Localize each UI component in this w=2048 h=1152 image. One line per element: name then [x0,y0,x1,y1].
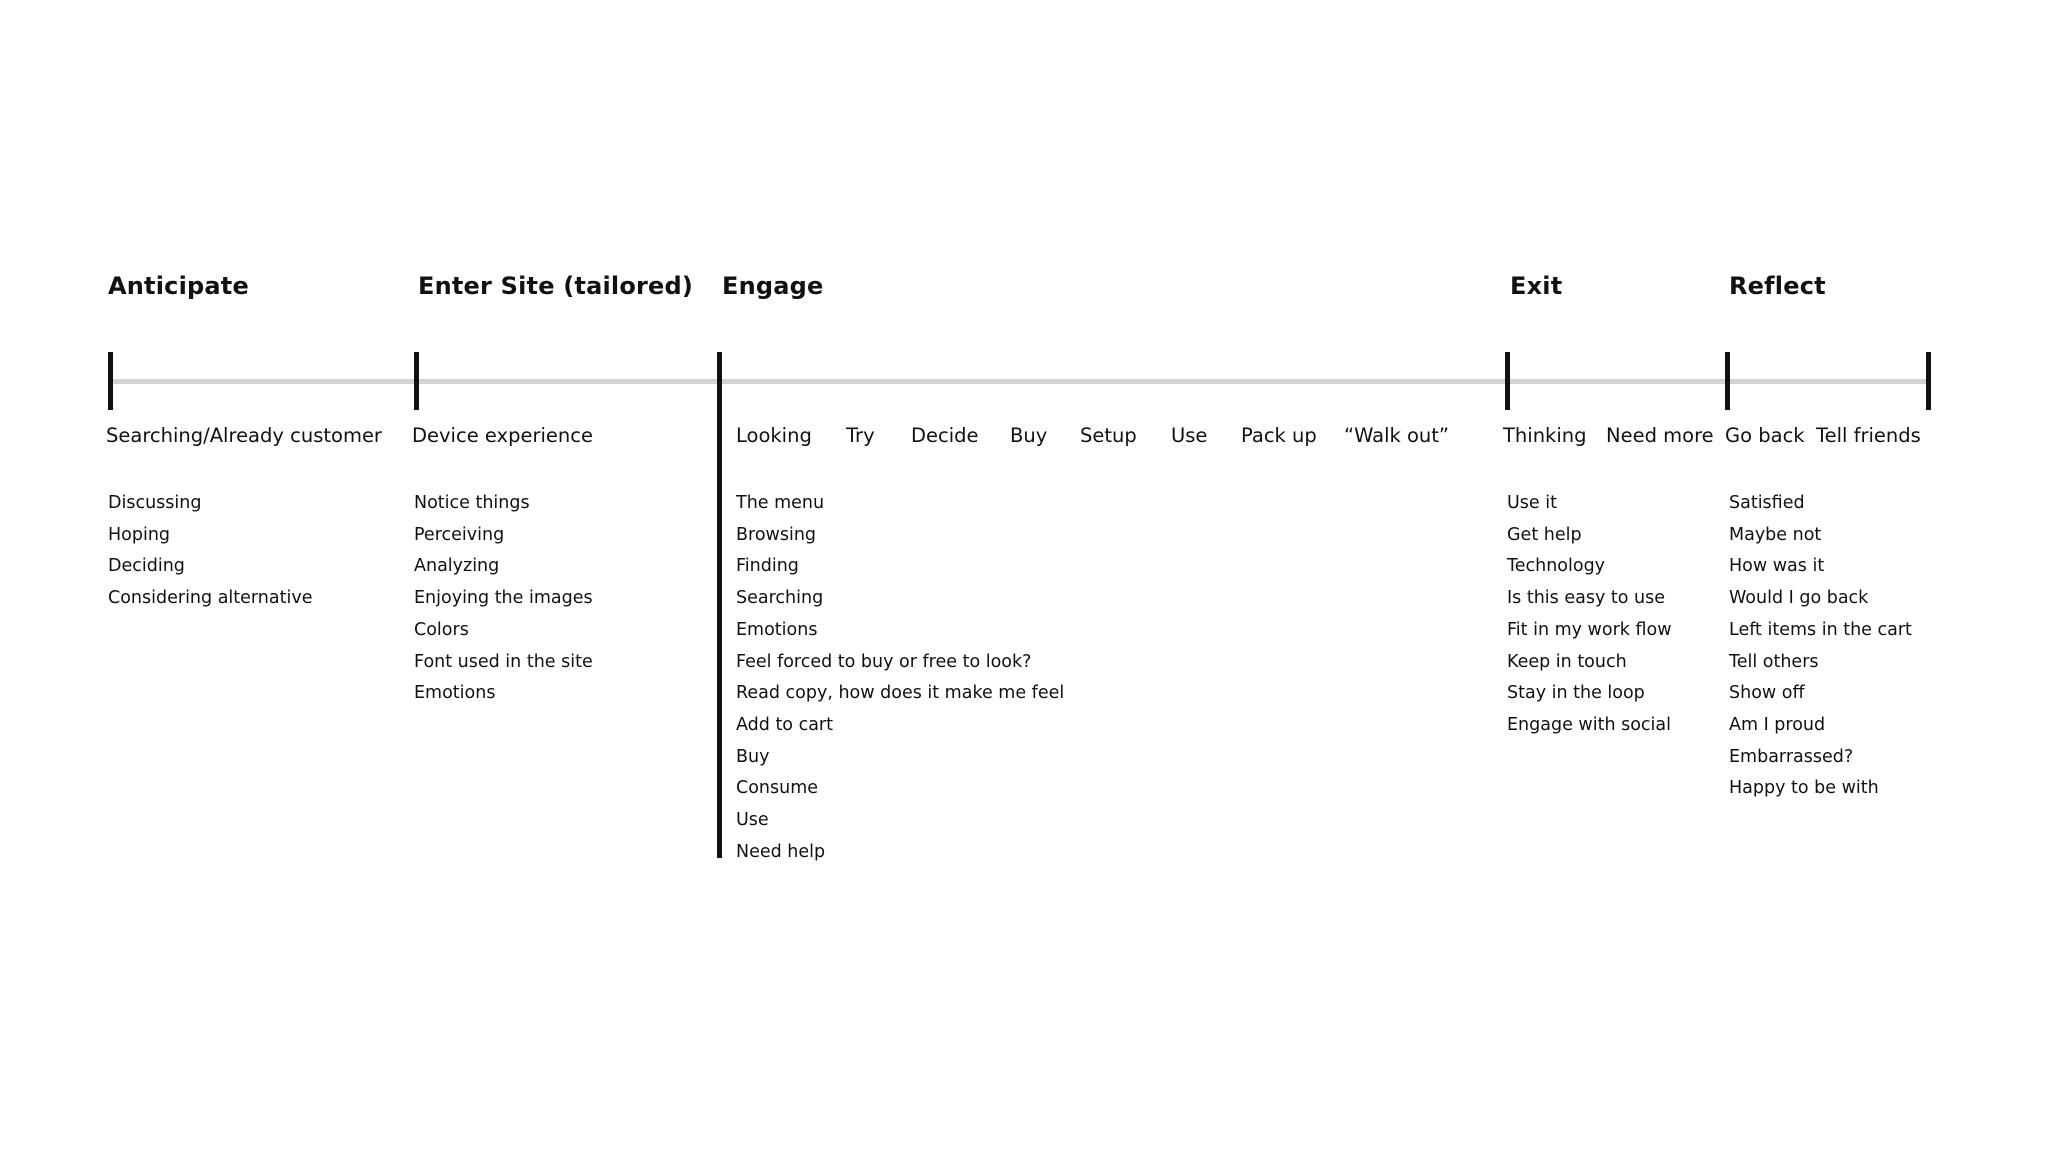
timeline-tick-anticipate [108,352,113,410]
timeline-tick-end [1926,352,1931,410]
list-item: Technology [1507,556,1606,577]
timeline-tick-reflect [1725,352,1730,410]
item-list-engage [736,488,1064,868]
list-item: Need help [736,841,826,862]
step-label: Try [846,424,875,447]
list-item: Buy [736,746,770,767]
list-item: Emotions [736,619,818,640]
item-list-enter-site [414,488,593,710]
step-label: Setup [1080,424,1137,447]
list-item: Am I proud [1729,714,1826,735]
step-label: Looking [736,424,812,447]
step-label: Use [1171,424,1208,447]
step-label: Thinking [1503,424,1587,447]
list-item: Keep in touch [1507,651,1627,672]
item-list-anticipate [108,488,312,615]
list-item: Show off [1729,683,1805,704]
list-item: Engage with social [1507,714,1672,735]
list-item: The menu [736,493,825,513]
list-item: Would I go back [1729,588,1869,609]
list-item: Embarrassed? [1729,746,1854,767]
step-label: Tell friends [1816,424,1921,447]
list-item: Fit in my work flow [1507,619,1672,640]
phase-title-exit: Exit [1510,272,1563,300]
list-item: Colors [414,619,469,640]
list-item: Left items in the cart [1729,619,1912,640]
timeline-divider-engage [717,352,722,858]
phase-title-anticipate: Anticipate [108,272,249,300]
list-item: Feel forced to buy or free to look? [736,651,1032,672]
list-item: Finding [736,556,799,577]
list-item: Consume [736,778,819,799]
list-item: Perceiving [414,524,505,545]
step-label: Searching/Already customer [106,424,382,447]
list-item: Maybe not [1729,524,1822,545]
item-list-reflect [1729,488,1912,805]
phase-title-enter-site: Enter Site (tailored) [418,272,694,300]
list-item: Read copy, how does it make me feel [736,683,1065,704]
timeline-tick-enter-site [414,352,419,410]
list-item: Happy to be with [1729,778,1879,799]
list-item: How was it [1729,556,1825,577]
list-item: Discussing [108,493,202,513]
step-label: Buy [1010,424,1048,447]
list-item: Emotions [414,683,496,704]
list-item: Use it [1507,493,1557,513]
list-item: Notice things [414,493,530,513]
list-item: Browsing [736,524,817,545]
step-label: Decide [911,424,979,447]
step-label: Need more [1606,424,1714,447]
item-list-exit [1507,488,1672,742]
list-item: Analyzing [414,556,500,577]
list-item: Enjoying the images [414,588,593,609]
step-label: Device experience [412,424,593,447]
phase-title-reflect: Reflect [1729,272,1826,300]
step-label: “Walk out” [1344,424,1450,447]
list-item: Hoping [108,524,171,545]
timeline-tick-exit [1505,352,1510,410]
step-label: Go back [1725,424,1805,447]
timeline-axis [111,379,1929,384]
step-label: Pack up [1241,424,1317,447]
list-item: Satisfied [1729,493,1805,513]
list-item: Is this easy to use [1507,588,1665,609]
list-item: Considering alternative [108,588,313,609]
list-item: Add to cart [736,714,833,735]
list-item: Font used in the site [414,651,593,672]
list-item: Get help [1507,524,1582,545]
list-item: Deciding [108,556,185,577]
list-item: Searching [736,588,824,609]
list-item: Stay in the loop [1507,683,1645,704]
list-item: Tell others [1729,651,1819,672]
phase-title-engage: Engage [722,272,824,300]
list-item: Use [736,810,769,831]
